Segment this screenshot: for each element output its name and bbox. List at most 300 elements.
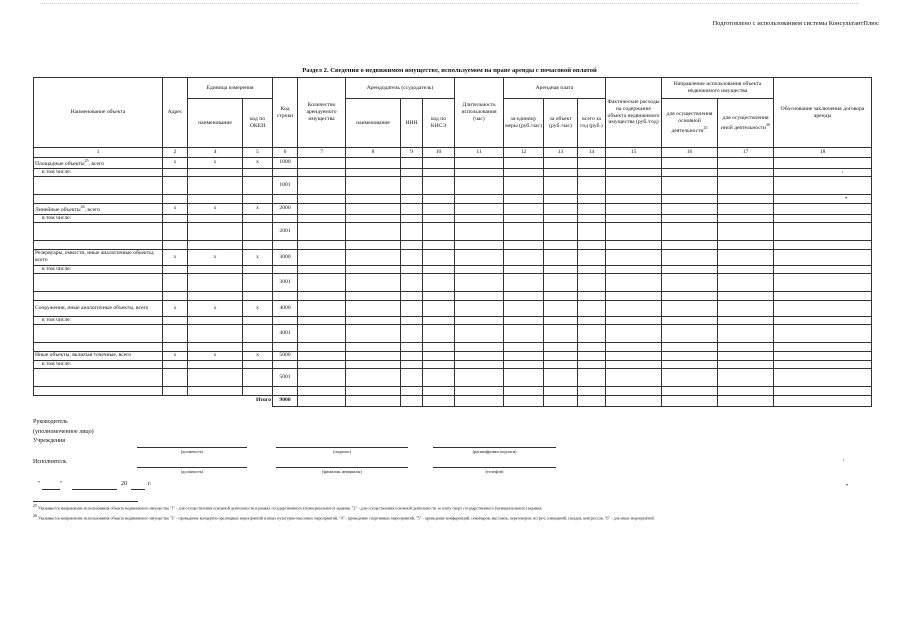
empty-cell [578,395,606,406]
empty-cell [346,265,401,273]
empty-cell [455,316,504,324]
column-number: 11 [455,148,504,158]
col-direction-group-header: Направление использования объекта недвижимого имущества [662,78,774,99]
empty-cell [243,214,273,222]
empty-cell [346,222,401,240]
empty-cell [346,300,401,316]
empty-cell [401,240,423,249]
empty-cell [346,214,401,222]
x-mark: x [243,249,273,265]
subrow-label: в том числе: [34,316,163,324]
empty-cell [774,291,872,300]
empty-cell [544,300,578,316]
empty-cell [718,291,774,300]
empty-cell [423,360,455,368]
column-number: 10 [423,148,455,158]
executor-position-line [137,467,247,468]
col-leased-qty-header: Количество арендуемого имущества [298,78,346,148]
empty-cell [243,342,273,351]
subrow-label: в том числе: [34,214,163,222]
empty-cell [662,291,718,300]
x-mark: x [163,203,188,214]
empty-cell [718,194,774,203]
empty-cell [718,158,774,169]
column-number: 8 [346,148,401,158]
empty-cell [504,214,544,222]
empty-cell [455,222,504,240]
empty-cell [606,168,662,176]
empty-cell [346,273,401,291]
empty-cell [504,176,544,194]
empty-cell [718,324,774,342]
empty-cell [163,368,188,386]
executor-fio-line [276,467,408,468]
empty-cell [163,222,188,240]
column-number: 5 [243,148,273,158]
empty-cell [188,273,243,291]
empty-cell [423,168,455,176]
empty-cell [718,395,774,406]
empty-cell [544,158,578,169]
empty-cell [578,291,606,300]
empty-cell [163,386,188,395]
empty-cell [544,360,578,368]
empty-cell [718,214,774,222]
empty-cell [401,249,423,265]
col-lessor-name-header: наименование [346,99,401,148]
empty-cell [298,249,346,265]
empty-cell [401,300,423,316]
empty-cell [774,386,872,395]
empty-cell [774,368,872,386]
empty-cell [578,158,606,169]
empty-cell [163,194,188,203]
empty-cell [401,158,423,169]
empty-cell [504,368,544,386]
empty-cell [346,395,401,406]
signature-line [276,447,408,448]
empty-cell [544,222,578,240]
empty-cell [504,168,544,176]
empty-cell [662,176,718,194]
empty-cell [662,240,718,249]
empty-cell [606,273,662,291]
empty-cell [774,316,872,324]
empty-cell [273,265,298,273]
empty-cell [423,316,455,324]
col-lessor-inn-header: ИНН [401,99,423,148]
empty-cell [401,324,423,342]
empty-cell [718,360,774,368]
empty-cell [163,168,188,176]
empty-cell [455,240,504,249]
empty-cell [662,222,718,240]
empty-cell [774,222,872,240]
column-number: 15 [606,148,662,158]
empty-cell [273,240,298,249]
empty-cell [606,240,662,249]
empty-cell [455,368,504,386]
empty-cell [423,324,455,342]
empty-cell [346,386,401,395]
x-mark: x [188,158,243,169]
empty-cell [455,194,504,203]
empty-cell [34,222,163,240]
empty-cell [544,203,578,214]
empty-cell [401,291,423,300]
empty-cell [298,395,346,406]
empty-cell [544,395,578,406]
x-mark: x [188,351,243,360]
x-mark: x [163,158,188,169]
empty-cell [578,249,606,265]
empty-cell [273,168,298,176]
empty-cell [662,203,718,214]
header-row-1 [34,78,872,99]
column-number: 13 [544,148,578,158]
empty-cell [578,324,606,342]
x-mark: x [243,158,273,169]
empty-cell [774,168,872,176]
table-subrow [34,214,872,222]
empty-cell [504,273,544,291]
empty-cell [273,316,298,324]
column-number: 9 [401,148,423,158]
table-row [34,203,872,214]
empty-cell [662,168,718,176]
empty-cell [662,300,718,316]
empty-cell [298,342,346,351]
empty-cell [606,291,662,300]
empty-cell [578,300,606,316]
footnote-25: 25 Указывается направление использования объекта недвижимого имущества "1" - для осуществления основной деятельности в рамках государственного (муниципального) задания, "2" - для осуществления основной деятельности за плату сверх государственного (муниципального) задания. [33,503,543,511]
empty-cell [455,249,504,265]
col-lessor-kise-header: код по КИСЭ [423,99,455,148]
empty-cell [606,360,662,368]
empty-cell [423,300,455,316]
empty-cell [578,273,606,291]
empty-cell [298,194,346,203]
empty-cell [423,249,455,265]
empty-cell [163,214,188,222]
empty-cell [346,176,401,194]
empty-cell [455,324,504,342]
empty-cell [401,351,423,360]
empty-cell [578,176,606,194]
column-number: 4 [188,148,243,158]
empty-cell [774,265,872,273]
footnote-divider [33,501,138,502]
x-mark: x [163,300,188,316]
row-label: Резервуары, емкости, иные аналогичные объекты, всего [34,249,163,265]
row-label: Линейные объекты$^{26}$, всего [34,203,163,214]
empty-cell [544,273,578,291]
empty-cell [606,158,662,169]
empty-cell [346,316,401,324]
caption-phone: (телефон) [485,469,504,474]
empty-cell [273,291,298,300]
column-number: 12 [504,148,544,158]
row-code: 3001 [273,273,298,291]
empty-cell [346,168,401,176]
empty-cell [455,203,504,214]
executor-label: Исполнитель [33,459,67,465]
empty-cell [243,168,273,176]
empty-cell [455,176,504,194]
empty-cell [188,194,243,203]
table-row-blank [34,194,872,203]
col-duration-header: Длительность использования (час) [455,78,504,148]
empty-cell [163,316,188,324]
empty-cell [163,273,188,291]
x-mark: x [188,300,243,316]
column-number: 17 [718,148,774,158]
empty-cell [504,316,544,324]
empty-cell [298,168,346,176]
top-dotted-line [40,3,859,4]
empty-cell [774,342,872,351]
empty-cell [273,194,298,203]
empty-cell [423,158,455,169]
empty-cell [163,342,188,351]
empty-cell [188,342,243,351]
empty-cell [718,222,774,240]
table-row [34,300,872,316]
empty-cell [455,158,504,169]
empty-cell [401,176,423,194]
date-year-line [131,489,145,490]
empty-cell [662,158,718,169]
empty-cell [774,360,872,368]
empty-cell [718,351,774,360]
empty-cell [662,386,718,395]
empty-cell [423,194,455,203]
empty-cell [163,265,188,273]
empty-cell [544,168,578,176]
empty-cell [718,265,774,273]
empty-cell [504,360,544,368]
col-unit-name-header: наименование [188,99,243,148]
empty-cell [34,273,163,291]
empty-cell [401,194,423,203]
empty-cell [188,316,243,324]
empty-cell [606,316,662,324]
empty-cell [243,176,273,194]
empty-cell [606,203,662,214]
column-number: 14 [578,148,606,158]
empty-cell [606,176,662,194]
empty-cell [243,316,273,324]
empty-cell [423,240,455,249]
empty-cell [578,368,606,386]
x-mark: x [163,351,188,360]
scan-mark: , [842,168,844,174]
decode-line [433,447,556,448]
empty-cell [455,360,504,368]
table-subrow [34,168,872,176]
empty-cell [163,360,188,368]
x-mark: x [243,351,273,360]
row-label: Иные объекты, включая точечные, всего [34,351,163,360]
empty-cell [423,291,455,300]
empty-cell [774,300,872,316]
row-code: 1001 [273,176,298,194]
empty-cell [544,316,578,324]
empty-cell [504,194,544,203]
empty-cell [774,158,872,169]
empty-cell [455,291,504,300]
table-row-blank [34,291,872,300]
empty-cell [606,194,662,203]
col-rent-group-header: Арендная плата [504,78,606,99]
empty-cell [504,158,544,169]
row-code: 4000 [273,300,298,316]
empty-cell [34,176,163,194]
column-number: 2 [163,148,188,158]
caption-fio: (фамилия, инициалы) [322,469,362,474]
empty-cell [346,324,401,342]
empty-cell [544,386,578,395]
empty-cell [662,265,718,273]
empty-cell [163,324,188,342]
empty-cell [662,351,718,360]
empty-cell [606,222,662,240]
empty-cell [504,395,544,406]
empty-cell [401,386,423,395]
table-subrow [34,360,872,368]
caption-signature: (подпись) [333,449,351,454]
date-year-suffix: г. [148,481,152,487]
col-rent-unit-header: за единицу меры (руб./час) [504,99,544,148]
empty-cell [662,249,718,265]
empty-cell [504,249,544,265]
empty-cell [774,214,872,222]
empty-cell [774,203,872,214]
empty-cell [243,222,273,240]
empty-cell [718,300,774,316]
date-month-line [72,489,117,490]
empty-cell [243,324,273,342]
empty-cell [34,291,163,300]
empty-cell [504,240,544,249]
empty-cell [544,351,578,360]
table-row-code [34,368,872,386]
empty-cell [544,291,578,300]
col-unit-group-header: Единица измерения [188,78,273,99]
col-dir-main-header: для осуществления основной деятельности$^{25}$ [662,99,718,148]
column-number: 16 [662,148,718,158]
empty-cell [188,176,243,194]
empty-cell [298,265,346,273]
empty-cell [455,395,504,406]
col-name-header: Наименование объекта [34,78,163,148]
empty-cell [662,395,718,406]
empty-cell [298,351,346,360]
row-code: 2000 [273,203,298,214]
empty-cell [401,368,423,386]
empty-cell [606,249,662,265]
empty-cell [544,249,578,265]
row-code: 4001 [273,324,298,342]
empty-cell [504,386,544,395]
empty-cell [718,316,774,324]
empty-cell [578,386,606,395]
empty-cell [455,214,504,222]
date-year-prefix: 20 [121,481,127,487]
empty-cell [346,351,401,360]
empty-cell [578,240,606,249]
empty-cell [188,386,243,395]
empty-cell [243,291,273,300]
empty-cell [298,273,346,291]
empty-cell [346,203,401,214]
table-row-blank [34,240,872,249]
empty-cell [188,368,243,386]
empty-cell [455,265,504,273]
empty-cell [163,240,188,249]
empty-cell [423,222,455,240]
empty-cell [346,291,401,300]
prepared-note: Подготовлено с использованием системы КонсультантПлюс [712,20,879,27]
table-row-blank [34,342,872,351]
caption-position-2: (должность) [180,469,204,474]
scan-mark: • [845,196,848,202]
table-subrow [34,265,872,273]
empty-cell [578,265,606,273]
executor-phone-line [433,467,556,468]
date-day-line [42,489,60,490]
total-code: 9000 [273,395,298,406]
empty-cell [606,386,662,395]
table-row [34,351,872,360]
empty-cell [423,273,455,291]
empty-cell [273,342,298,351]
row-label: Сооружения, иные аналогичные объекты, всего [34,300,163,316]
empty-cell [34,240,163,249]
empty-cell [774,351,872,360]
empty-cell [578,214,606,222]
empty-cell [544,214,578,222]
subrow-label: в том числе: [34,168,163,176]
col-unit-code-header: код по ОКЕИ [243,99,273,148]
col-row-code-header: Код строки [273,78,298,148]
table-row-code [34,324,872,342]
empty-cell [401,265,423,273]
empty-cell [243,360,273,368]
empty-cell [423,386,455,395]
empty-cell [606,324,662,342]
empty-cell [298,240,346,249]
empty-cell [401,360,423,368]
empty-cell [504,324,544,342]
empty-cell [401,342,423,351]
table-subrow [34,316,872,324]
subrow-label: в том числе: [34,265,163,273]
empty-cell [273,360,298,368]
empty-cell [401,203,423,214]
empty-cell [423,203,455,214]
empty-cell [578,194,606,203]
table-row [34,158,872,169]
empty-cell [544,194,578,203]
empty-cell [606,368,662,386]
empty-cell [243,386,273,395]
empty-cell [718,203,774,214]
empty-cell [662,368,718,386]
empty-cell [504,351,544,360]
empty-cell [544,342,578,351]
empty-cell [662,360,718,368]
